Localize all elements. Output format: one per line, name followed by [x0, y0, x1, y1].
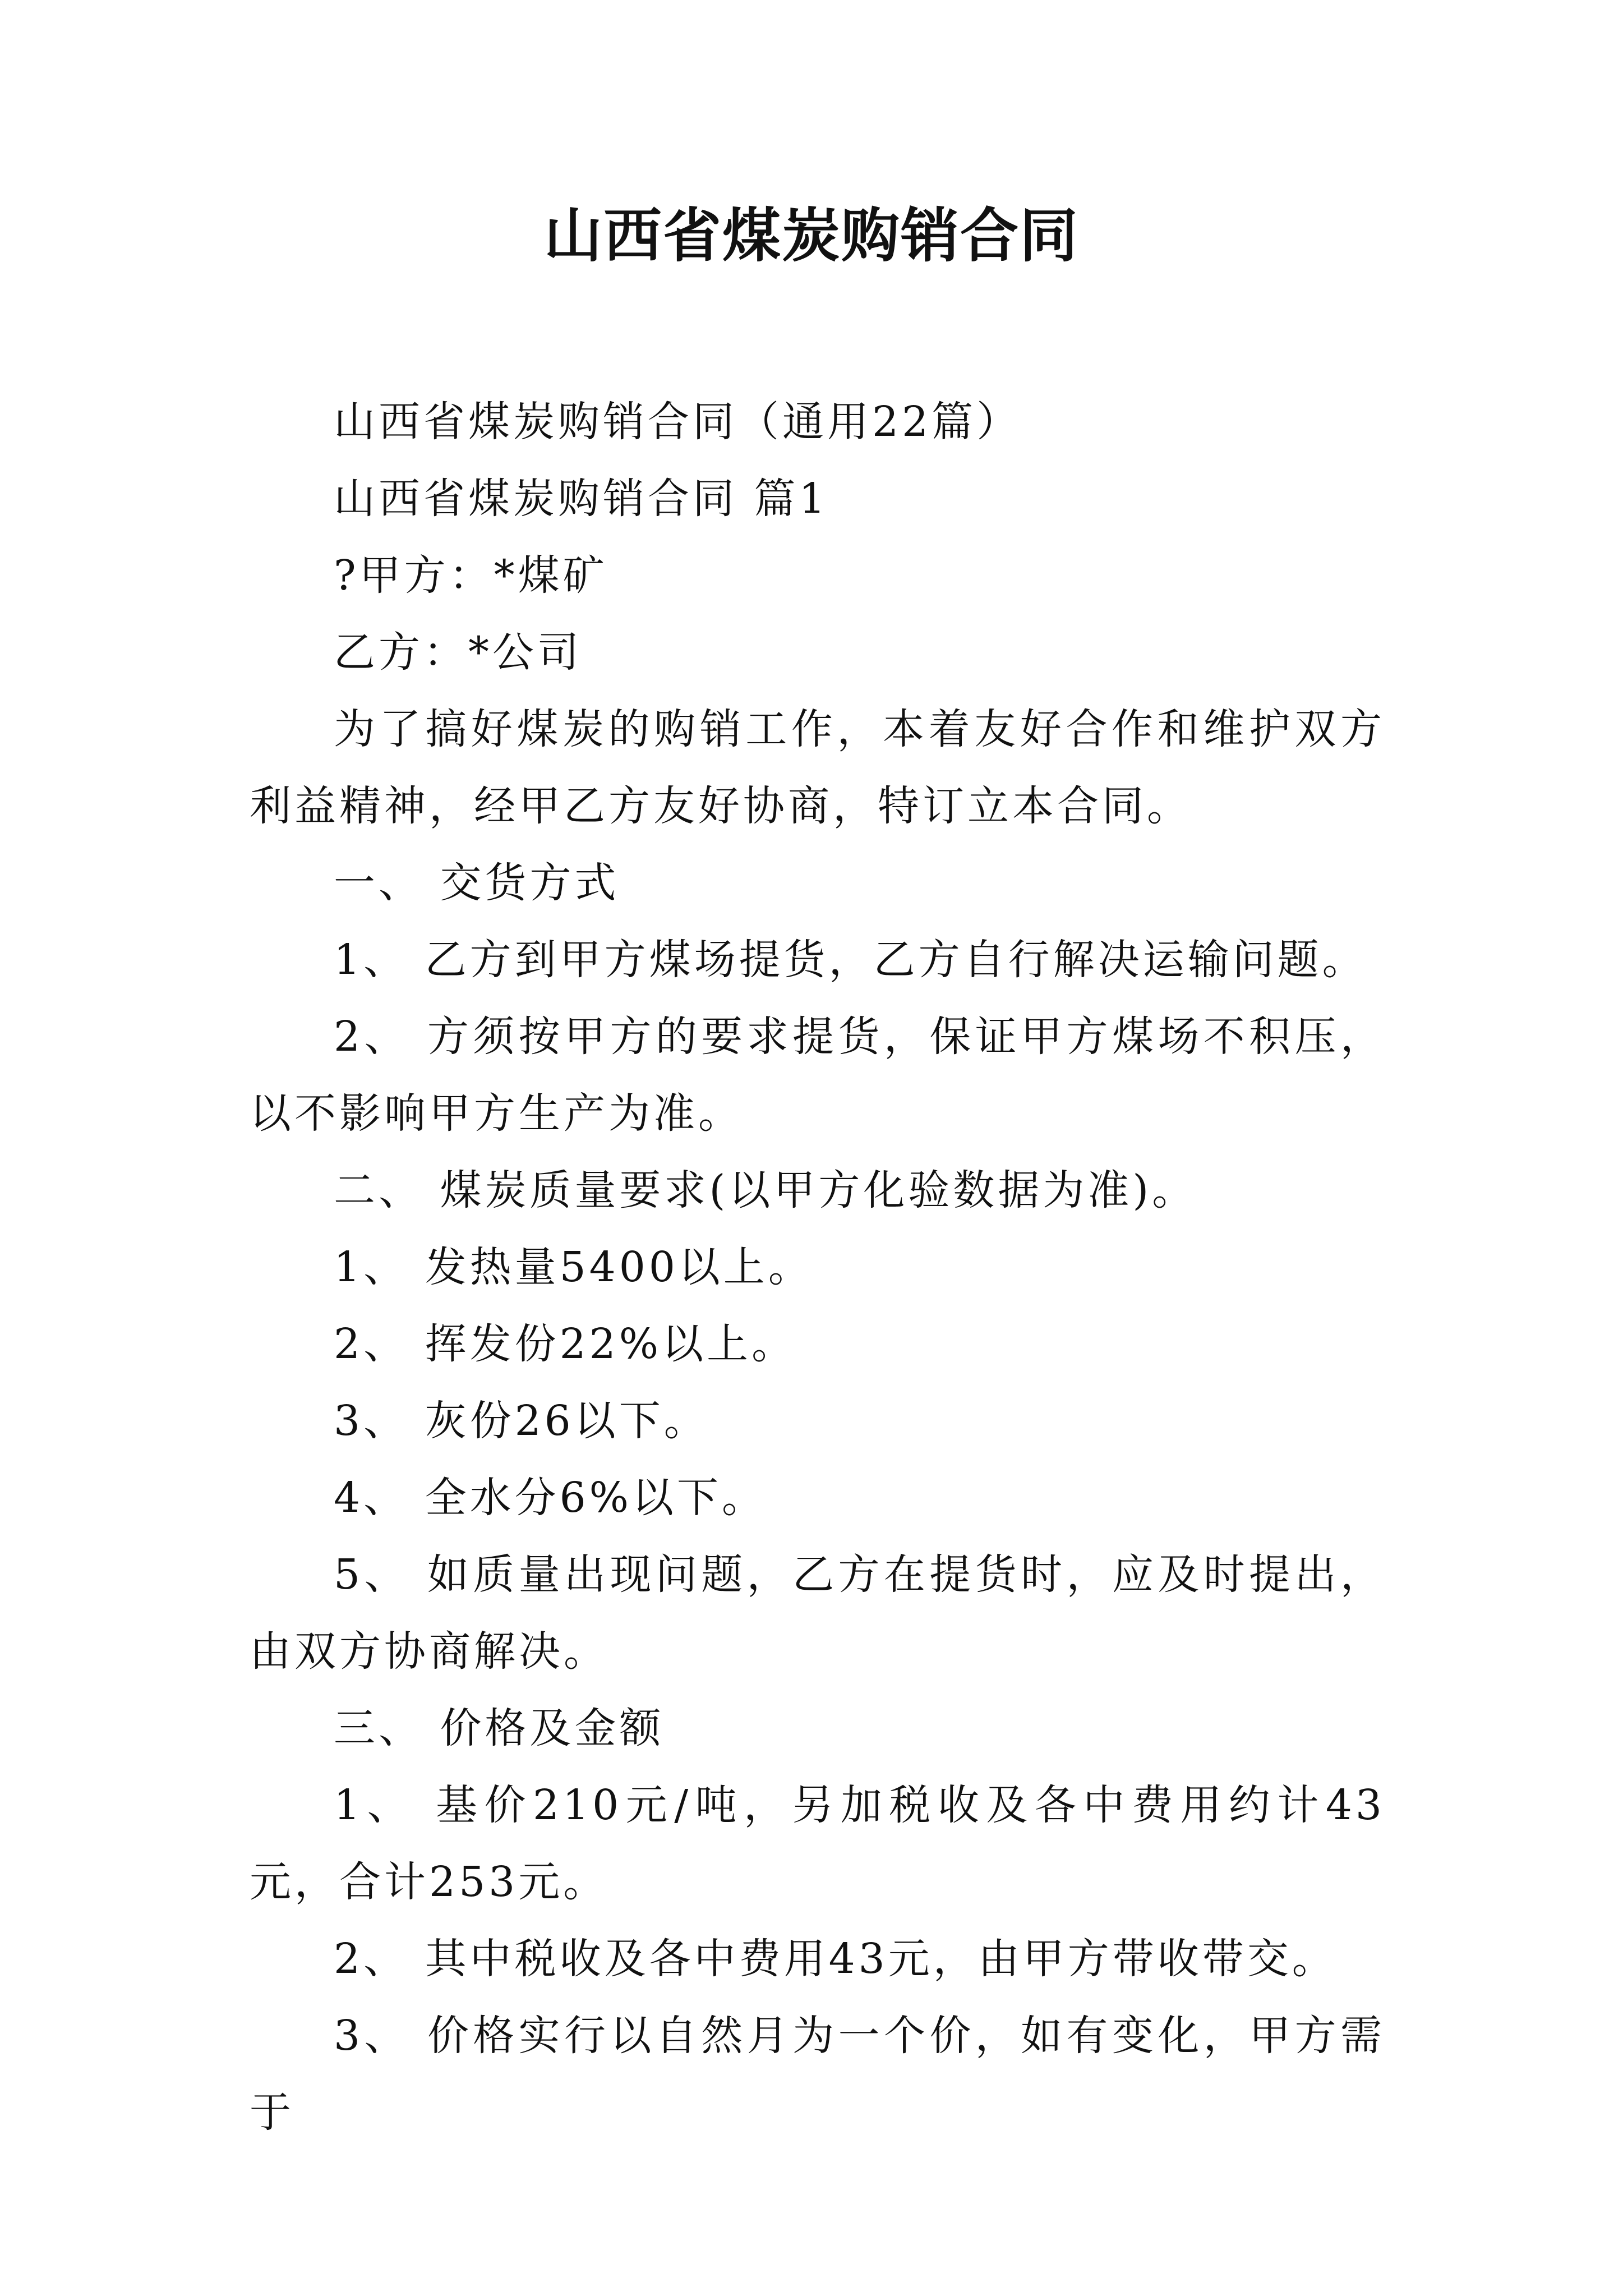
paragraph-section-heading: 山西省煤炭购销合同 篇1 — [334, 475, 829, 523]
heading-price-amount: 三、 价格及金额 — [334, 1704, 665, 1752]
clause-price-2: 2、 其中税收及各中费用43元，由甲方带收带交。 — [334, 1935, 1337, 1983]
clause-quality-2: 2、 挥发份22%以上。 — [334, 1320, 797, 1368]
paragraph-subtitle: 山西省煤炭购销合同（通用22篇） — [334, 398, 1022, 446]
clause-price-3: 3、 价格实行以自然月为一个价，如有变化，甲方需于 — [250, 2012, 1385, 2137]
paragraph-preamble: 为了搞好煤炭的购销工作，本着友好合作和维护双方利益精神，经甲乙方友好协商，特订立本合同。 — [250, 705, 1385, 830]
paragraph-party-a: ?甲方：*煤矿 — [334, 551, 608, 600]
heading-delivery-method: 一、 交货方式 — [334, 859, 620, 907]
paragraph-party-b: 乙方：*公司 — [334, 628, 582, 677]
document-title: 山西省煤炭购销合同 — [543, 201, 1079, 270]
clause-delivery-2: 2、 方须按甲方的要求提货，保证甲方煤场不积压，以不影响甲方生产为准。 — [250, 1013, 1385, 1138]
clause-quality-1: 1、 发热量5400以上。 — [334, 1243, 813, 1291]
document-body — [250, 384, 1385, 2151]
heading-quality-requirements: 二、 煤炭质量要求(以甲方化验数据为准)。 — [334, 1166, 1197, 1214]
clause-delivery-1: 1、 乙方到甲方煤场提货，乙方自行解决运输问题。 — [334, 936, 1367, 984]
clause-price-1: 1、 基价210元/吨，另加税收及各中费用约计43元，合计253元。 — [250, 1781, 1385, 1906]
clause-quality-3: 3、 灰份26以下。 — [334, 1397, 709, 1445]
clause-quality-5: 5、 如质量出现问题，乙方在提货时，应及时提出，由双方协商解决。 — [250, 1550, 1385, 1676]
clause-quality-4: 4、 全水分6%以下。 — [334, 1474, 767, 1522]
